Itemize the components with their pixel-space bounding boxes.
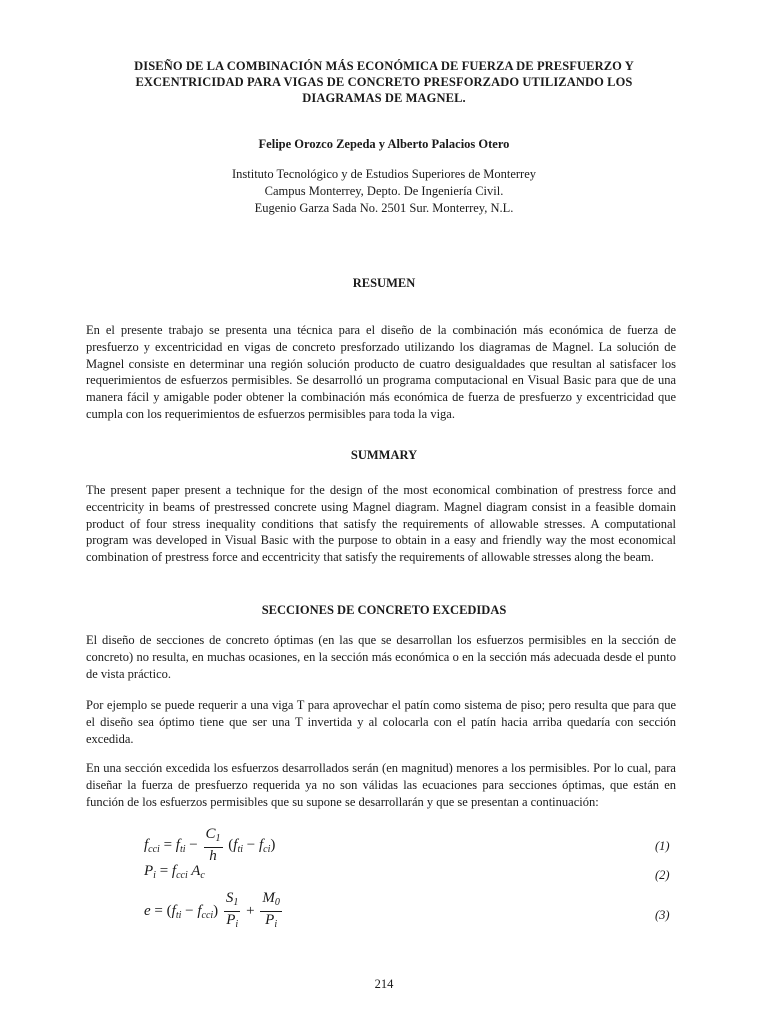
equation-number-3: (3) [655,908,670,922]
title-line-2: EXCENTRICIDAD PARA VIGAS DE CONCRETO PRESFORZADO UTILIZANDO LOS [135,75,633,89]
equation-number-1: (1) [655,839,670,853]
paper-title [100,58,668,106]
summary-text: The present paper present a technique for the design of the most economical combination of prestress force and eccentricity in beams of prestressed concrete using Magnel diagram. Magnel diagram consist in a feasible domain product of four stress inequality conditions that satisfy the requirements of allowable stresses. A computational program was developed in Visual Basic with the purpose to obtain in a easy and friendly way the most economical combination of prestress force and eccentricity that satisfy the requirements of allowable stresses along the beam. [86,483,676,565]
affiliation-line-2: Campus Monterrey, Depto. De Ingeniería Civil. [264,184,504,198]
secciones-paragraph-2: Por ejemplo se puede requerir a una viga T para aprovechar el patín como sistema de piso; pero resulta que para que el diseño sea óptimo tiene que ser una T invertida y al colocarla con el patín hacia arriba quedaría con sección excedida. [86,698,676,746]
resumen-heading: RESUMEN [352,276,416,290]
equation-3: $e = (f_{ti} - f_{cci})$ $\frac{S_1}{P_i}$ + $\frac{M_0}{P_i}$ [144,890,280,930]
title-line-3: DIAGRAMAS DE MAGNEL. [302,91,466,105]
summary-heading: SUMMARY [350,448,418,462]
resumen-text: En el presente trabajo se presenta una técnica para el diseño de la combinación más económica de fuerza de presfuerzo y excentricidad en vigas de concreto presforzado utilizando los diagramas de Magnel. La solución de Magnel consiste en determinar una región solución producto de cuatro desigualdades que resultan al satisfacer los requerimientos de esfuerzos permisibles. Se desarrolló un programa computacional en Visual Basic para que de una manera fácil y amigable poder obtener la combinación más económica de fuerza de presfuerzo y excentricidad que cumpla con los requerimientos de esfuerzos permisibles para toda la viga. [86,323,676,421]
secciones-paragraph-3: En una sección excedida los esfuerzos desarrollados serán (en magnitud) menores a los permisibles. Por lo cual, para diseñar la fuerza de presfuerzo requerida ya no son válidas las ecuaciones para secciones óptimas, que están en función de los esfuerzos permisibles que su supone se desarrollarán y que se presentan a continuación: [86,761,676,809]
authors: Felipe Orozco Zepeda y Alberto Palacios Otero [258,137,510,151]
title-line-1: DISEÑO DE LA COMBINACIÓN MÁS ECONÓMICA DE FUERZA DE PRESFUERZO Y [134,59,634,73]
secciones-paragraph-1: El diseño de secciones de concreto óptimas (en las que se desarrollan los esfuerzos permisibles en la sección de concreto) no resulta, en muchas ocasiones, en la sección más económica o en la sección más adecuada desde el punto de vista práctico. [86,633,676,681]
affiliation-line-1: Instituto Tecnológico y de Estudios Superiores de Monterrey [231,167,537,181]
equation-1: $f_{cci} = f_{ti}$ − $\frac{C_1}{h}$ $(f_{ti} - f_{ci})$ [144,826,276,864]
equation-2: $P_i = f_{cci}$ $A_c$ [144,863,205,881]
equation-number-2: (2) [655,868,670,882]
secciones-heading: SECCIONES DE CONCRETO EXCEDIDAS [261,603,507,617]
affiliation [0,166,768,217]
page-number: 214 [374,977,394,991]
affiliation-line-3: Eugenio Garza Sada No. 2501 Sur. Monterrey, N.L. [254,201,514,215]
